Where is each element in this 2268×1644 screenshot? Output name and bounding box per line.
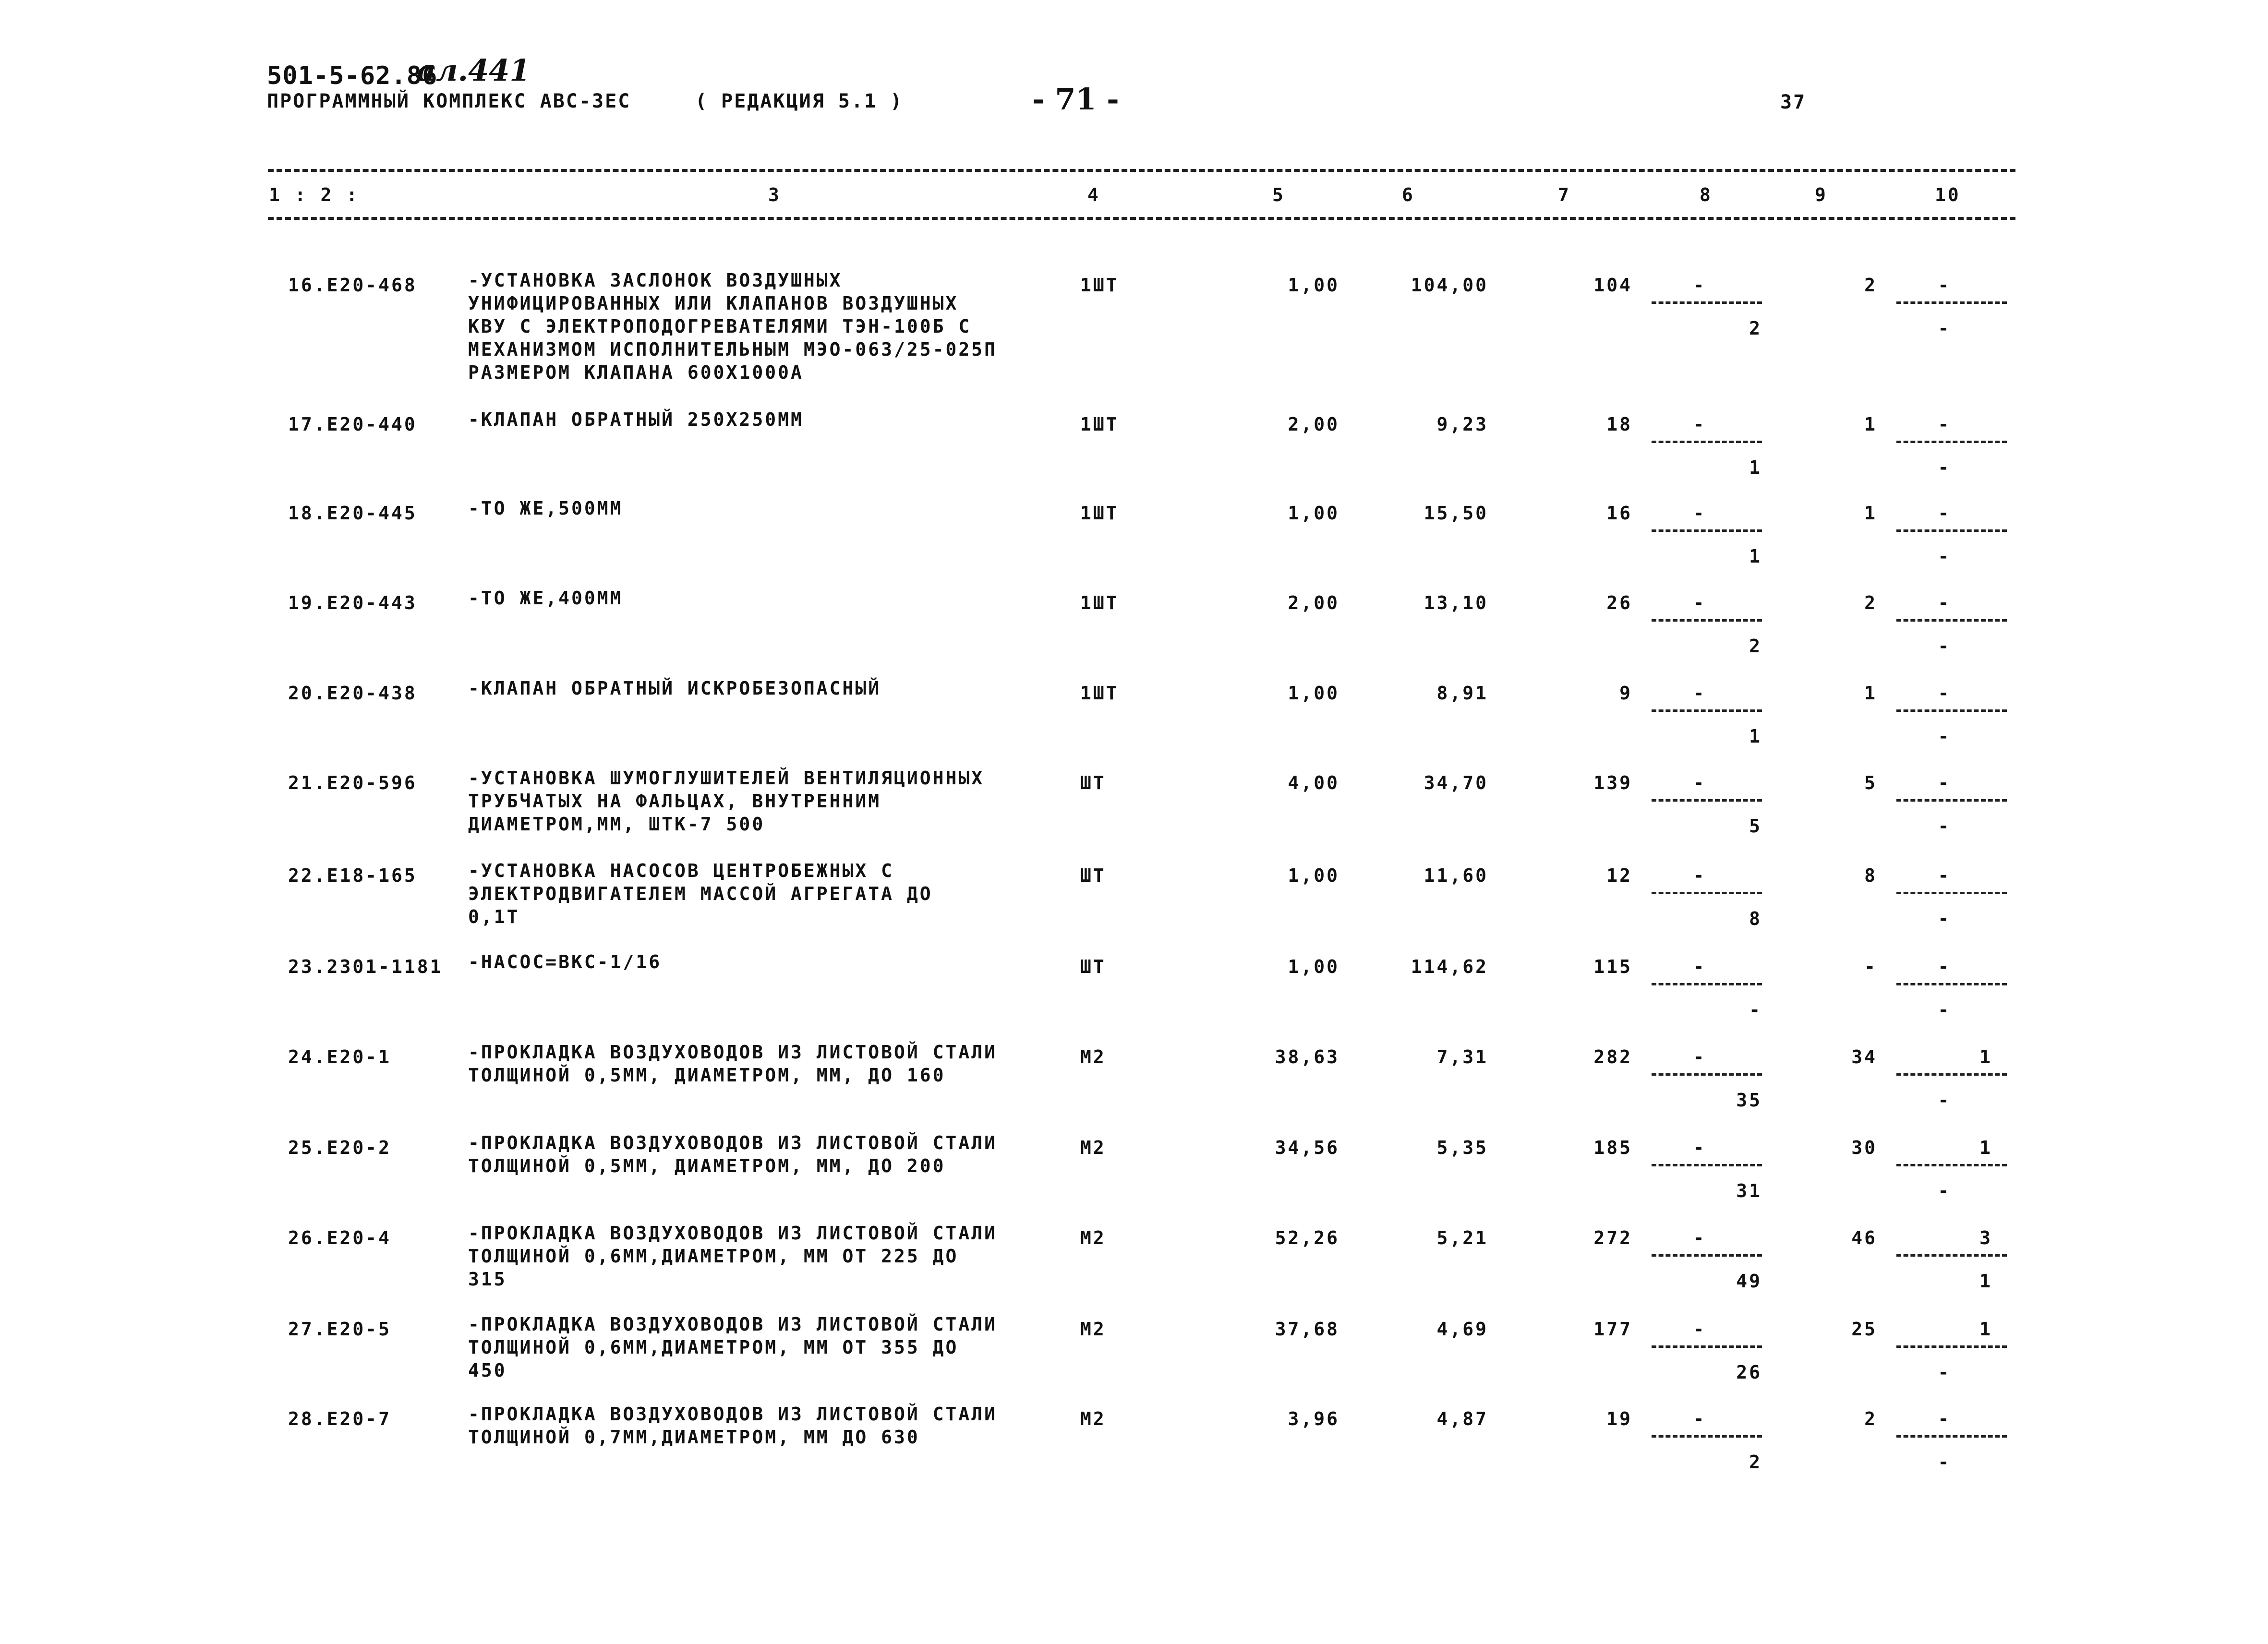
page-number: - 71 - [1032,82,1119,117]
column-header: 3 [768,184,781,205]
col8-bottom: 35 [1736,1090,1762,1111]
col8-bottom: 31 [1736,1180,1762,1201]
item-price: 8,91 [1436,683,1488,704]
item-code: 20.Е20-438 [288,683,417,704]
col8-top: - [1693,1319,1706,1340]
item-code: 27.Е20-5 [288,1319,392,1340]
col8-fraction-line [1652,892,1762,894]
header-rule-top [268,169,2015,172]
col10-top: 3 [1979,1227,1992,1248]
col10-bottom: 1 [1979,1271,1992,1292]
item-code: 22.Е18-165 [288,865,417,886]
handwritten-note: ал.441 [417,53,531,88]
item-unit: 1ШТ [1080,592,1119,613]
col10-top: - [1938,592,1951,613]
item-code: 19.Е20-443 [288,592,417,613]
col9-value: 46 [1851,1227,1877,1248]
col10-fraction-line [1896,892,2007,894]
col8-fraction-line [1652,529,1762,532]
item-total: 19 [1606,1408,1632,1429]
item-price: 5,21 [1436,1227,1488,1248]
item-price: 4,87 [1436,1408,1488,1429]
col10-fraction-line [1896,1254,2007,1257]
col8-top: - [1693,772,1706,793]
item-code: 25.Е20-2 [288,1137,392,1158]
column-header: 9 [1815,184,1828,205]
col10-top: - [1938,1408,1951,1429]
item-description: -УСТАНОВКА ШУМОГЛУШИТЕЛЕЙ ВЕНТИЛЯЦИОННЫХ ТРУБЧАТЫХ НА ФАЛЬЦАХ, ВНУТРЕННИМ ДИАМЕТРОМ,ММ, ШТК-7 500 [468,768,985,835]
col8-fraction-line [1652,1164,1762,1166]
item-description: -УСТАНОВКА НАСОСОВ ЦЕНТРОБЕЖНЫХ С ЭЛЕКТРОДВИГАТЕЛЕМ МАССОЙ АГРЕГАТА ДО 0,1Т [468,860,933,927]
col10-fraction-line [1896,441,2007,443]
col10-fraction-line [1896,799,2007,802]
column-header: 8 [1700,184,1713,205]
col9-value: 34 [1851,1046,1877,1068]
item-price: 5,35 [1436,1137,1488,1158]
col10-bottom: - [1938,1180,1951,1201]
item-description: -НАСОС=ВКС-1/16 [468,951,662,972]
item-unit: М2 [1080,1319,1106,1340]
col10-top: - [1938,275,1951,296]
col10-top: - [1938,865,1951,886]
item-total: 104 [1593,275,1632,296]
col8-fraction-line [1652,799,1762,802]
col10-bottom: - [1938,1362,1951,1383]
item-total: 12 [1606,865,1632,886]
col8-top: - [1693,865,1706,886]
col9-value: 2 [1864,1408,1877,1429]
col10-top: - [1938,772,1951,793]
col10-top: 1 [1979,1046,1992,1068]
item-quantity: 2,00 [1288,414,1339,435]
col10-bottom: - [1938,1090,1951,1111]
item-unit: М2 [1080,1046,1106,1068]
col10-fraction-line [1896,1073,2007,1076]
item-price: 11,60 [1424,865,1488,886]
col8-fraction-line [1652,1254,1762,1257]
corner-number: 37 [1780,91,1807,113]
col8-top: - [1693,414,1706,435]
col10-bottom: - [1938,318,1951,339]
col9-value: 2 [1864,592,1877,613]
col8-top: - [1693,1408,1706,1429]
col8-bottom: 49 [1736,1271,1762,1292]
item-description: -УСТАНОВКА ЗАСЛОНОК ВОЗДУШНЫХ УНИФИЦИРОВАННЫХ ИЛИ КЛАПАНОВ ВОЗДУШНЫХ КВУ С ЭЛЕКТРОПОДОГРЕВАТЕЛЯМИ ТЭН-100Б С МЕХАНИЗМОМ ИСПОЛНИТЕЛЬНЫМ МЭО-063/25-025П РАЗМЕРОМ КЛАПАНА 600Х1000А [468,270,997,383]
item-description: -КЛАПАН ОБРАТНЫЙ ИСКРОБЕЗОПАСНЫЙ [468,678,881,699]
item-price: 13,10 [1424,592,1488,613]
item-code: 24.Е20-1 [288,1046,392,1068]
item-unit: ШТ [1080,772,1106,793]
col10-bottom: - [1938,636,1951,657]
item-quantity: 37,68 [1275,1319,1339,1340]
item-quantity: 3,96 [1288,1408,1339,1429]
col9-value: 8 [1864,865,1877,886]
item-description: -ПРОКЛАДКА ВОЗДУХОВОДОВ ИЗ ЛИСТОВОЙ СТАЛИ ТОЛЩИНОЙ 0,6ММ,ДИАМЕТРОМ, ММ ОТ 225 ДО 315 [468,1223,997,1290]
item-unit: ШТ [1080,865,1106,886]
item-code: 26.Е20-4 [288,1227,392,1248]
col10-fraction-line [1896,301,2007,304]
col9-value: 2 [1864,275,1877,296]
item-description: -ТО ЖЕ,400ММ [468,588,623,609]
col8-top: - [1693,956,1706,977]
col10-bottom: - [1938,908,1951,929]
item-unit: М2 [1080,1137,1106,1158]
item-total: 272 [1593,1227,1632,1248]
item-price: 7,31 [1436,1046,1488,1068]
item-quantity: 38,63 [1275,1046,1339,1068]
col10-fraction-line [1896,1164,2007,1166]
col8-bottom: 2 [1749,636,1762,657]
col8-top: - [1693,1227,1706,1248]
col10-top: - [1938,503,1951,524]
col8-bottom: 1 [1749,457,1762,478]
item-unit: 1ШТ [1080,414,1119,435]
item-price: 4,69 [1436,1319,1488,1340]
col8-top: - [1693,1046,1706,1068]
col10-top: 1 [1979,1137,1992,1158]
col8-fraction-line [1652,619,1762,622]
col10-top: - [1938,414,1951,435]
column-header: 4 [1087,184,1100,205]
item-total: 115 [1593,956,1632,977]
item-code: 16.Е20-468 [288,275,417,296]
col8-bottom: 26 [1736,1362,1762,1383]
col8-bottom: 2 [1749,318,1762,339]
edition-label: ( РЕДАКЦИЯ 5.1 ) [695,90,904,112]
item-total: 26 [1606,592,1632,613]
col9-value: 30 [1851,1137,1877,1158]
item-total: 185 [1593,1137,1632,1158]
col10-bottom: - [1938,546,1951,567]
col8-bottom: 8 [1749,908,1762,929]
col8-top: - [1693,275,1706,296]
column-header: 10 [1935,184,1961,205]
col8-top: - [1693,503,1706,524]
item-description: -КЛАПАН ОБРАТНЫЙ 250Х250ММ [468,409,804,430]
col9-value: - [1864,956,1877,977]
item-quantity: 1,00 [1288,865,1339,886]
col8-bottom: 1 [1749,726,1762,747]
item-unit: 1ШТ [1080,503,1119,524]
program-title: ПРОГРАММНЫЙ КОМПЛЕКС АВС-ЗЕС [267,90,631,112]
item-total: 18 [1606,414,1632,435]
col8-top: - [1693,592,1706,613]
item-quantity: 2,00 [1288,592,1339,613]
col9-value: 1 [1864,683,1877,704]
col10-bottom: - [1938,1452,1951,1473]
item-unit: М2 [1080,1408,1106,1429]
item-description: -ПРОКЛАДКА ВОЗДУХОВОДОВ ИЗ ЛИСТОВОЙ СТАЛИ ТОЛЩИНОЙ 0,5ММ, ДИАМЕТРОМ, ММ, ДО 160 [468,1042,997,1086]
document-number: 501-5-62.86 [267,61,438,90]
col8-fraction-line [1652,1073,1762,1076]
col10-top: - [1938,956,1951,977]
col10-bottom: - [1938,999,1951,1020]
col10-bottom: - [1938,457,1951,478]
col10-bottom: - [1938,816,1951,837]
col10-fraction-line [1896,1435,2007,1438]
col9-value: 25 [1851,1319,1877,1340]
col10-fraction-line [1896,709,2007,712]
column-header: 1 : 2 : [269,184,360,205]
item-unit: М2 [1080,1227,1106,1248]
col8-fraction-line [1652,1435,1762,1438]
item-quantity: 1,00 [1288,275,1339,296]
col8-fraction-line [1652,709,1762,712]
item-description: -ПРОКЛАДКА ВОЗДУХОВОДОВ ИЗ ЛИСТОВОЙ СТАЛИ ТОЛЩИНОЙ 0,7ММ,ДИАМЕТРОМ, ММ ДО 630 [468,1404,997,1448]
item-total: 177 [1593,1319,1632,1340]
col9-value: 1 [1864,503,1877,524]
item-price: 104,00 [1411,275,1488,296]
col8-bottom: 5 [1749,816,1762,837]
item-price: 15,50 [1424,503,1488,524]
col10-fraction-line [1896,1345,2007,1348]
col8-bottom: - [1749,999,1762,1020]
item-description: -ПРОКЛАДКА ВОЗДУХОВОДОВ ИЗ ЛИСТОВОЙ СТАЛИ ТОЛЩИНОЙ 0,6ММ,ДИАМЕТРОМ, ММ ОТ 355 ДО 450 [468,1314,997,1381]
item-total: 282 [1593,1046,1632,1068]
col8-fraction-line [1652,983,1762,985]
item-quantity: 1,00 [1288,683,1339,704]
item-code: 23.2301-1181 [288,956,443,977]
item-total: 16 [1606,503,1632,524]
item-price: 114,62 [1411,956,1488,977]
item-code: 28.Е20-7 [288,1408,392,1429]
item-unit: 1ШТ [1080,683,1119,704]
column-header: 6 [1402,184,1415,205]
item-quantity: 1,00 [1288,956,1339,977]
item-total: 139 [1593,772,1632,793]
col8-bottom: 2 [1749,1452,1762,1473]
item-quantity: 34,56 [1275,1137,1339,1158]
col10-fraction-line [1896,983,2007,985]
col8-top: - [1693,683,1706,704]
col10-bottom: - [1938,726,1951,747]
col10-top: 1 [1979,1319,1992,1340]
item-code: 21.Е20-596 [288,772,417,793]
col8-fraction-line [1652,301,1762,304]
column-header: 7 [1558,184,1571,205]
item-code: 18.Е20-445 [288,503,417,524]
item-price: 9,23 [1436,414,1488,435]
item-quantity: 1,00 [1288,503,1339,524]
item-code: 17.Е20-440 [288,414,417,435]
column-header: 5 [1272,184,1285,205]
item-unit: ШТ [1080,956,1106,977]
item-quantity: 52,26 [1275,1227,1339,1248]
item-quantity: 4,00 [1288,772,1339,793]
col10-fraction-line [1896,529,2007,532]
col10-fraction-line [1896,619,2007,622]
item-description: -ТО ЖЕ,500ММ [468,498,623,519]
col8-fraction-line [1652,441,1762,443]
item-price: 34,70 [1424,772,1488,793]
col9-value: 5 [1864,772,1877,793]
header-rule-bottom [268,217,2015,220]
col9-value: 1 [1864,414,1877,435]
col8-fraction-line [1652,1345,1762,1348]
item-total: 9 [1619,683,1632,704]
col10-top: - [1938,683,1951,704]
col8-bottom: 1 [1749,546,1762,567]
col8-top: - [1693,1137,1706,1158]
item-description: -ПРОКЛАДКА ВОЗДУХОВОДОВ ИЗ ЛИСТОВОЙ СТАЛИ ТОЛЩИНОЙ 0,5ММ, ДИАМЕТРОМ, ММ, ДО 200 [468,1132,997,1176]
item-unit: 1ШТ [1080,275,1119,296]
